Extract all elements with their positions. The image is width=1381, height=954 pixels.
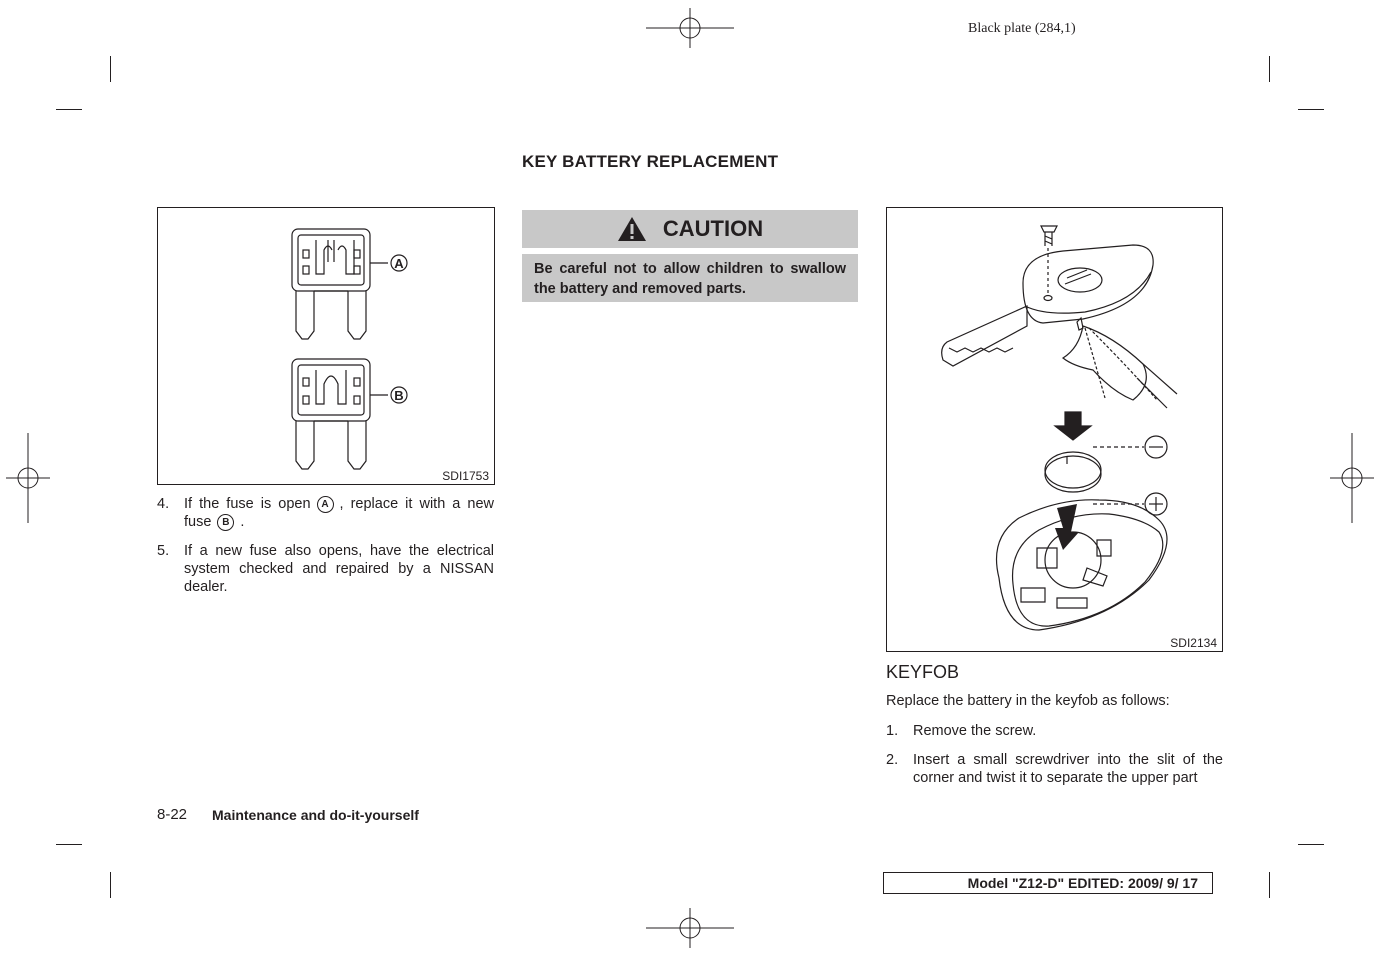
step-text-part: If the fuse is open (184, 496, 311, 512)
step-text: If a new fuse also opens, have the electrical system checked and repaired by a NISSAN dealer. (184, 543, 494, 595)
footer-section: Maintenance and do-it-yourself (212, 807, 419, 823)
list-item (886, 751, 1223, 787)
caution-body: Be careful not to allow children to swallow the battery and removed parts. (522, 254, 858, 302)
list-item (157, 542, 494, 596)
figure-code: SDI2134 (1170, 636, 1217, 650)
caution-header (522, 210, 858, 248)
warning-icon (617, 216, 647, 242)
step-number: 4. (157, 496, 170, 512)
step-text: Remove the screw. (913, 723, 1037, 739)
model-edited-box: Model "Z12-D" EDITED: 2009/ 9/ 17 (883, 872, 1213, 894)
registration-mark-right (1330, 433, 1374, 523)
step-number: 2. (886, 752, 899, 768)
plate-label: Black plate (284,1) (968, 21, 1076, 36)
step-number: 5. (157, 543, 170, 559)
keyfob-intro: Replace the battery in the keyfob as follows: (886, 693, 1170, 709)
figure-code: SDI1753 (442, 469, 489, 483)
keyfob-illustration (887, 208, 1222, 651)
step-text-part: . (240, 514, 245, 530)
keyfob-figure (886, 207, 1223, 652)
fuse-figure (157, 207, 495, 485)
fuse-label-b: B (394, 388, 404, 403)
fuse-label-a: A (394, 256, 404, 271)
step-text-part: , replace it with a new fuse (184, 496, 494, 530)
step-text: Insert a small screwdriver into the slit of the corner and twist it to separate the upper part (913, 752, 1223, 786)
fuse-illustration (158, 208, 494, 484)
keyfob-steps (886, 722, 1223, 798)
section-title: KEY BATTERY REPLACEMENT (522, 152, 779, 171)
registration-mark-left (6, 433, 50, 523)
step-number: 1. (886, 723, 899, 739)
caution-title: CAUTION (662, 216, 764, 241)
page-number: 8-22 (157, 806, 188, 823)
step-text (184, 495, 494, 531)
list-item (886, 722, 1223, 740)
keyfob-heading: KEYFOB (886, 662, 960, 682)
callout-a: A (317, 496, 334, 513)
fuse-steps (157, 495, 494, 607)
callout-b: B (217, 514, 234, 531)
registration-mark-bottom (646, 908, 734, 948)
list-item (157, 495, 494, 531)
registration-mark-top (646, 8, 734, 48)
